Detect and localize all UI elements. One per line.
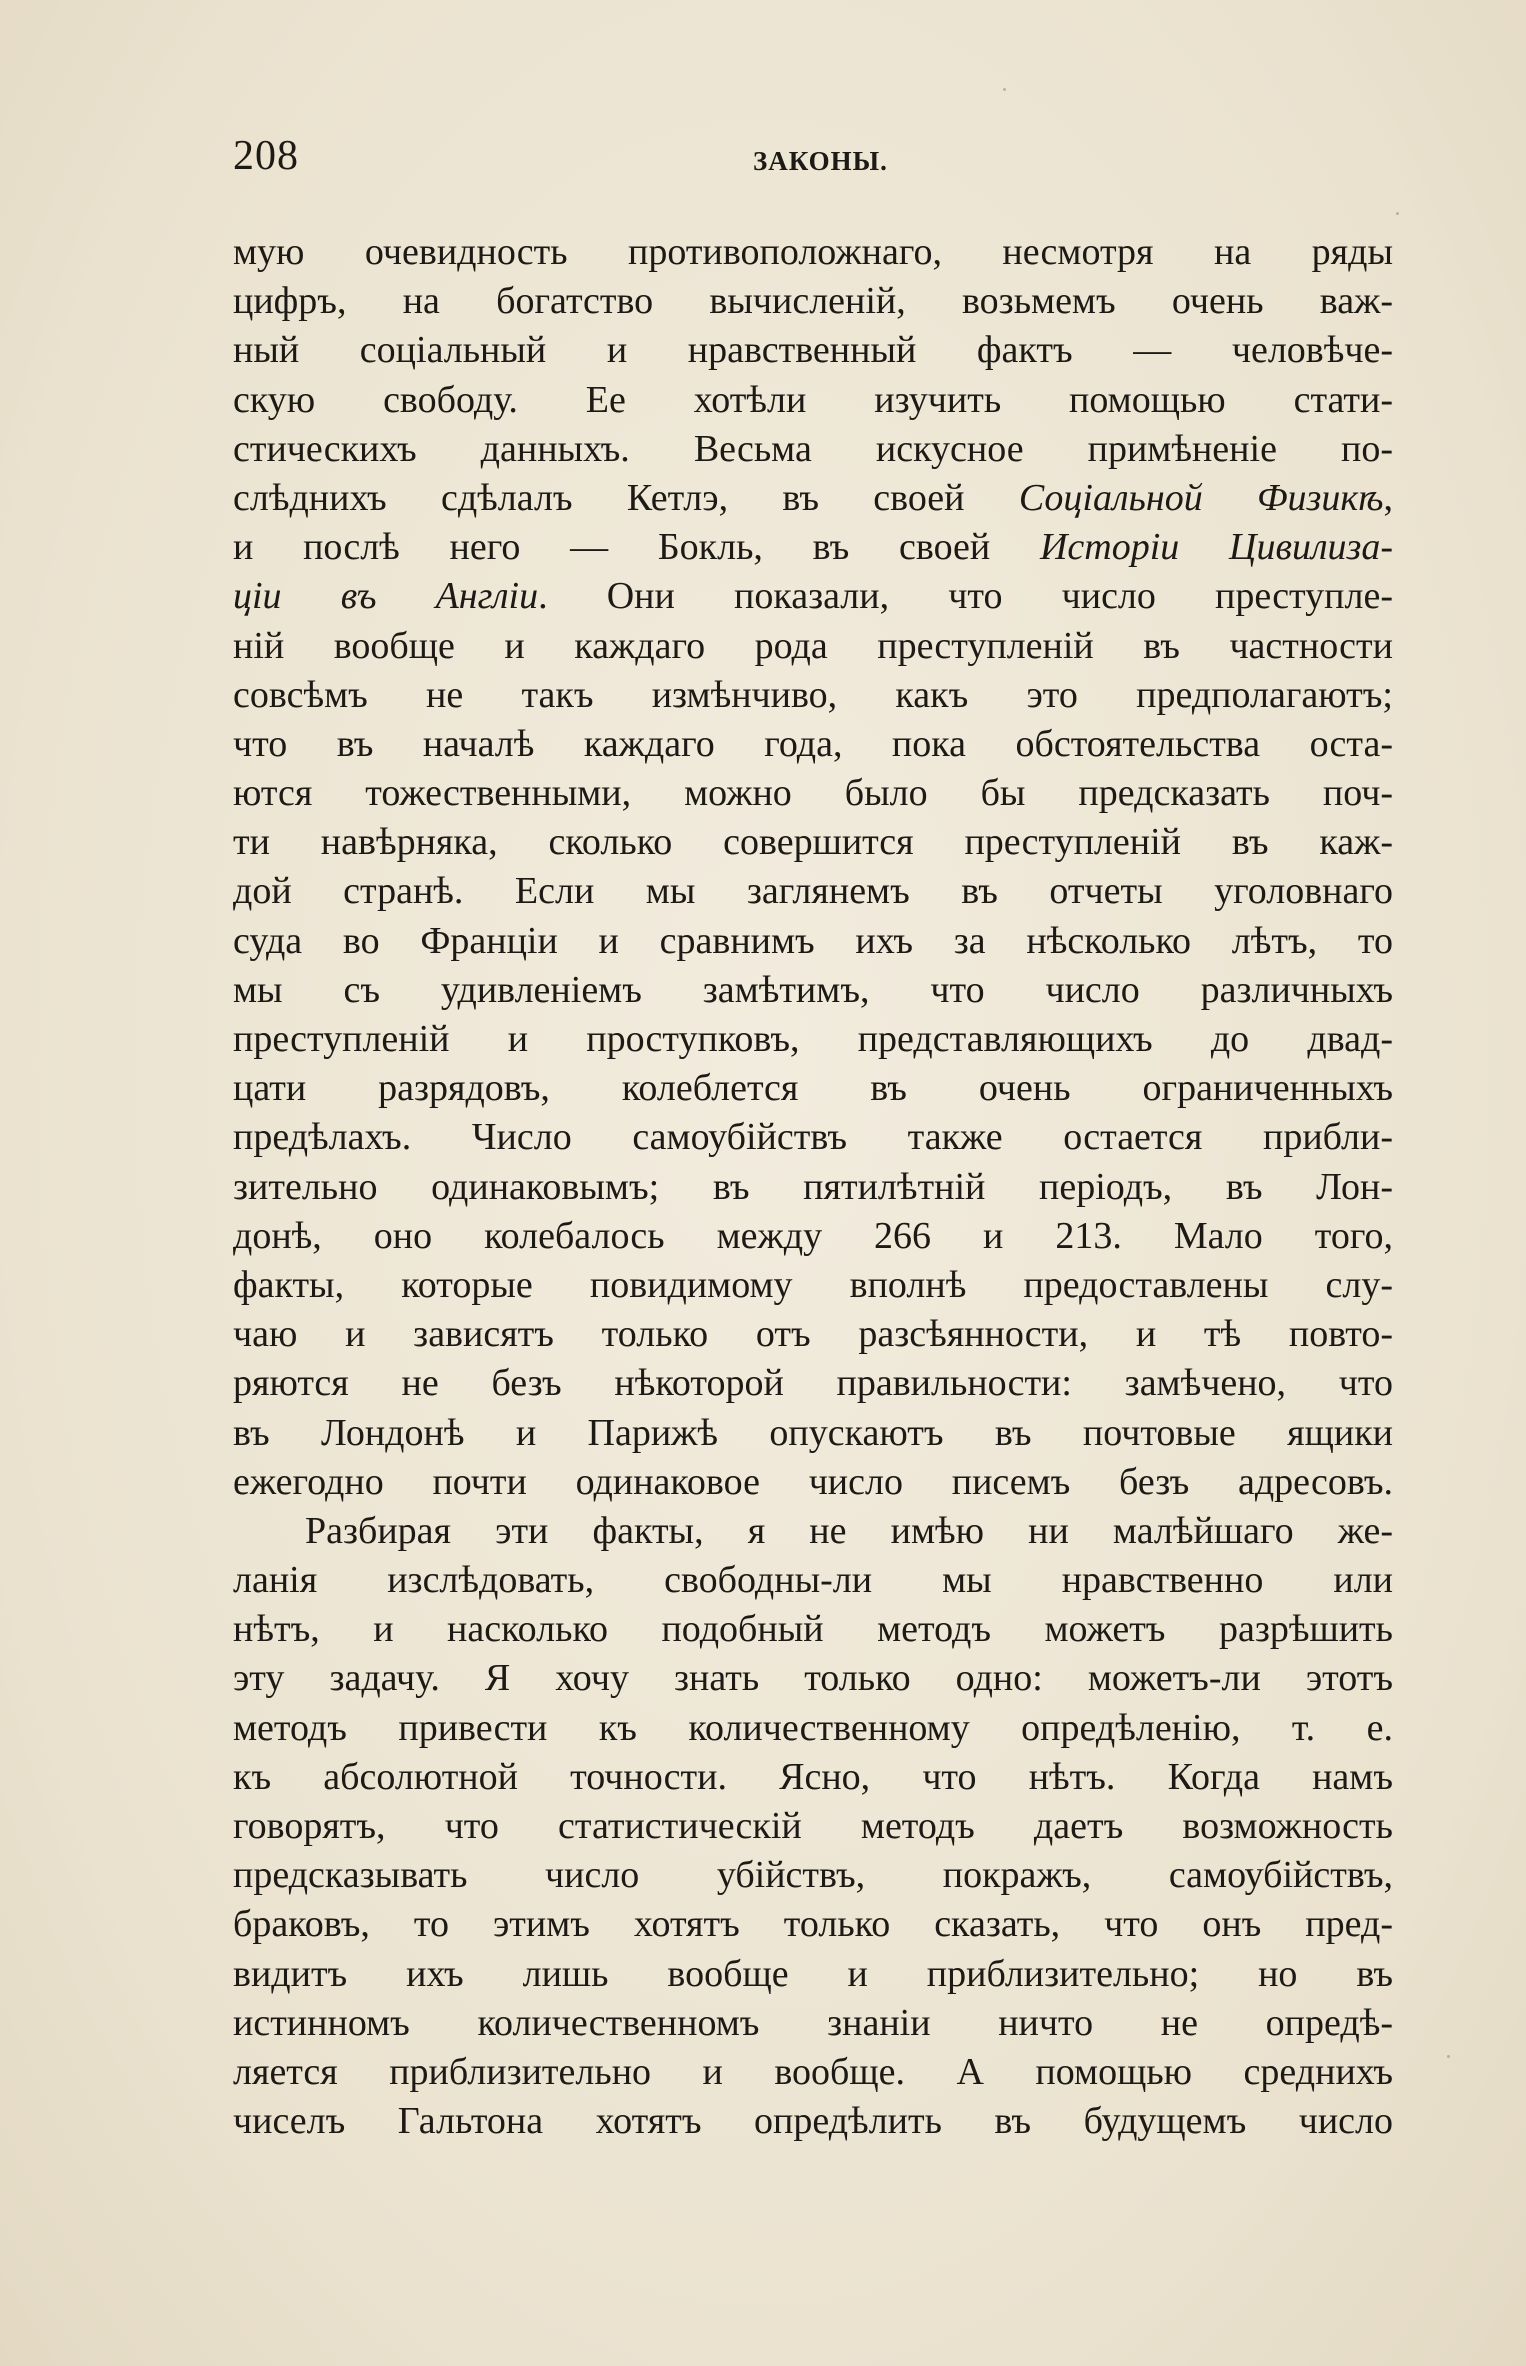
text-line: цифръ, на богатство вычисленій, возьмемъ очень важ-	[233, 280, 1393, 323]
paragraph-2	[233, 1507, 1393, 2146]
text-line: что въ началѣ каждаго года, пока обстоятельства оста-	[233, 722, 1393, 765]
text-line: чаю и зависятъ только отъ разсѣянности, и тѣ повто-	[233, 1313, 1393, 1356]
text-line: цати разрядовъ, колеблется въ очень ограниченныхъ	[233, 1067, 1393, 1110]
text-line: предсказывать число убійствъ, покражъ, самоубійствъ,	[233, 1854, 1393, 1897]
text-line: суда во Франціи и сравнимъ ихъ за нѣсколько лѣтъ, то	[233, 919, 1393, 962]
text-line: дой странѣ. Если мы заглянемъ въ отчеты уголовнаго	[233, 870, 1393, 913]
text-line: истинномъ количественномъ знаніи ничто не опредѣ-	[233, 2001, 1393, 2044]
text-line: ній вообще и каждаго рода преступленій въ частности	[233, 624, 1393, 667]
text-line: въ Лондонѣ и Парижѣ опускаютъ въ почтовые ящики	[233, 1411, 1393, 1454]
text-line: ный соціальный и нравственный фактъ — человѣче-	[233, 329, 1393, 372]
paper-speck	[1003, 88, 1006, 91]
text-line: чиселъ Гальтона хотятъ опредѣлить въ будущемъ число	[233, 2100, 1393, 2143]
running-head	[233, 132, 1393, 192]
running-title: ЗАКОНЫ.	[753, 146, 888, 176]
text-line: ются тожественными, можно было бы предсказать поч-	[233, 772, 1393, 815]
paragraph-1	[233, 228, 1393, 1507]
text-line: браковъ, то этимъ хотятъ только сказать, что онъ пред-	[233, 1903, 1393, 1946]
text-line: донѣ, оно колебалось между 266 и 213. Мало того,	[233, 1214, 1393, 1257]
text-line: эту задачу. Я хочу знать только одно: можетъ-ли этотъ	[233, 1657, 1393, 1700]
text-line: скую свободу. Ее хотѣли изучить помощью стати-	[233, 378, 1393, 421]
text-line: предѣлахъ. Число самоубійствъ также остается прибли-	[233, 1116, 1393, 1159]
text-line: методъ привести къ количественному опредѣленію, т. е.	[233, 1706, 1393, 1749]
text-line: ляется приблизительно и вообще. А помощью среднихъ	[233, 2050, 1393, 2093]
text-line: къ абсолютной точности. Ясно, что нѣтъ. Когда намъ	[233, 1755, 1393, 1798]
text-line: и послѣ него — Бокль, въ своей Исторіи Цивилиза-	[233, 526, 1394, 569]
text-line: факты, которые повидимому вполнѣ предоставлены слу-	[233, 1263, 1393, 1306]
text-line: мую очевидность противоположнаго, несмотря на ряды	[233, 231, 1393, 273]
text-line: ряются не безъ нѣкоторой правильности: замѣчено, что	[233, 1362, 1393, 1405]
text-line: говорятъ, что статистическій методъ даетъ возможность	[233, 1805, 1393, 1847]
text-line: преступленій и проступковъ, представляющихъ до двад-	[233, 1018, 1393, 1060]
text-line: ти навѣрняка, сколько совершится преступленій въ каж-	[233, 821, 1393, 864]
text-line: ланія изслѣдовать, свободны-ли мы нравственно или	[233, 1559, 1393, 1602]
body-text	[233, 228, 1393, 2146]
text-line: зительно одинаковымъ; въ пятилѣтній періодъ, въ Лон-	[233, 1165, 1393, 1208]
paper-speck	[1447, 2055, 1450, 2058]
text-line: нѣтъ, и насколько подобный методъ можетъ разрѣшить	[233, 1608, 1393, 1651]
text-line: ежегодно почти одинаковое число писемъ безъ адресовъ.	[233, 1460, 1393, 1503]
text-line: Разбирая эти факты, я не имѣю ни малѣйшаго же-	[305, 1509, 1393, 1552]
text-line: видитъ ихъ лишь вообще и приблизительно; но въ	[233, 1952, 1393, 1995]
text-line: слѣднихъ сдѣлалъ Кетлэ, въ своей Соціальной Физикѣ,	[233, 476, 1393, 519]
text-line: совсѣмъ не такъ измѣнчиво, какъ это предполагаютъ;	[233, 673, 1393, 716]
page-number: 208	[233, 133, 299, 179]
text-line: мы съ удивленіемъ замѣтимъ, что число различныхъ	[233, 968, 1393, 1011]
text-line: стическихъ данныхъ. Весьма искусное примѣненіе по-	[233, 427, 1393, 470]
paper-speck	[1396, 212, 1399, 215]
text-line: ціи въ Англіи. Они показали, что число преступле-	[233, 575, 1393, 618]
